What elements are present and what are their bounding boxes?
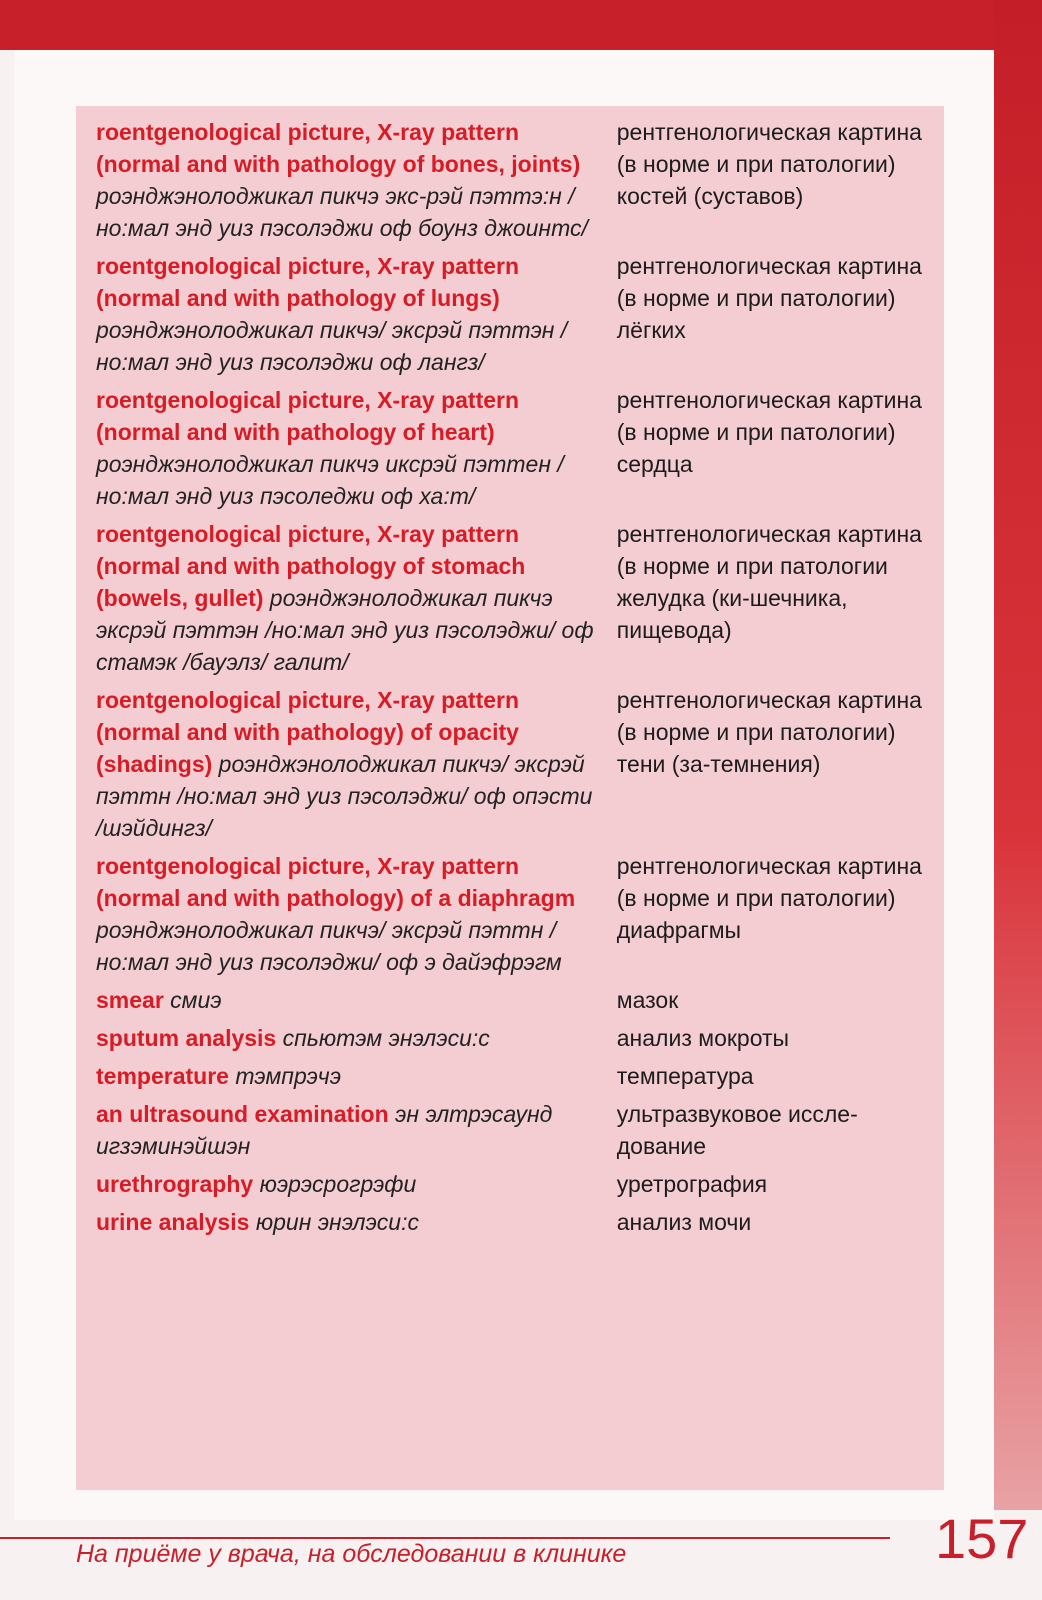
russian-translation: уретрография [616,1171,768,1197]
russian-translation: рентгенологическая картина (в норме и при патологии) лёгких [616,253,922,343]
russian-translation: рентгенологическая картина (в норме и при патологии) диафрагмы [616,853,922,943]
english-term: smear [96,987,164,1013]
term-cell [96,518,595,678]
glossary-entry [96,1022,926,1054]
glossary-entry [96,384,926,512]
english-term: sputum analysis [96,1025,277,1051]
running-footer: На приёме у врача, на обследовании в клинике [76,1540,627,1568]
russian-translation: рентгенологическая картина (в норме и при патологии желудка (ки-шечника, пищевода) [616,521,922,643]
glossary-entry [96,116,926,244]
russian-translation: температура [616,1063,754,1089]
transcription: спьютэм энэлэси:с [282,1025,490,1051]
right-color-band [994,0,1042,1510]
glossary-entry [96,1060,926,1092]
transcription: роэнджэнолоджикал пикчэ иксрэй пэттен /но:мал энд уиз пэсоледжи оф ха:т/ [96,451,564,509]
english-term: roentgenological picture, X-ray pattern (normal and with pathology of stomach (bowels, gullet) [96,521,526,611]
transcription: юрин энэлэси:с [255,1209,419,1235]
english-term: roentgenological picture, X-ray pattern (normal and with pathology) of a diaphragm [96,853,576,911]
term-cell [96,1060,595,1092]
english-term: roentgenological picture, X-ray pattern (normal and with pathology of heart) [96,387,520,445]
footer-rule [0,1537,890,1539]
term-cell [96,116,595,244]
term-cell [96,984,595,1016]
russian-translation: анализ мочи [616,1209,752,1235]
transcription: роэнджэнолоджикал пикчэ экс-рэй пэттэ:н /но:мал энд уиз пэсолэджи оф боунз джоинтс/ [96,183,588,241]
term-cell [96,1168,595,1200]
glossary-entry [96,1206,926,1238]
page-number: 157 [935,1507,1029,1570]
term-cell [96,1022,595,1054]
glossary-entry [96,684,926,844]
glossary-entry [96,1168,926,1200]
transcription: роэнджэнолоджикал пикчэ/ экcрэй пэттн /но:мал энд уиз пэсолэджи/ оф э дайэфрэгм [96,917,562,975]
glossary-entry [96,250,926,378]
russian-translation: рентгенологическая картина (в норме и при патологии) тени (за-темнения) [616,687,922,777]
glossary-entry [96,518,926,678]
russian-translation: рентгенологическая картина (в норме и при патологии) костей (суставов) [616,119,922,209]
glossary-list [96,116,926,1244]
glossary-entry [96,984,926,1016]
english-term: an ultrasound examination [96,1101,389,1127]
transcription: роэнджэнолоджикал пикчэ экcрэй пэттэн /но:мал энд уиз пэсолэджи/ оф стамэк /бауэлз/ галит/ [96,585,594,675]
english-term: urethrography [96,1171,254,1197]
glossary-entry [96,1098,926,1162]
russian-translation: анализ мокроты [616,1025,790,1051]
english-term: roentgenological picture, X-ray pattern (normal and with pathology of lungs) [96,253,520,311]
russian-translation: мазок [616,987,679,1013]
term-cell [96,1206,595,1238]
transcription: смиэ [170,987,222,1013]
transcription: юэрэсрогрэфи [259,1171,417,1197]
term-cell [96,384,595,512]
english-term: roentgenological picture, X-ray pattern (normal and with pathology) of opacity (shadings) [96,687,520,777]
top-color-band [0,0,1042,50]
term-cell [96,250,595,378]
english-term: roentgenological picture, X-ray pattern (normal and with pathology of bones, joints) [96,119,581,177]
term-cell [96,1098,595,1162]
term-cell [96,850,595,978]
term-cell [96,684,595,844]
english-term: urine analysis [96,1209,250,1235]
english-term: temperature [96,1063,229,1089]
transcription: тэмпрэчэ [235,1063,342,1089]
transcription: роэнджэнолоджикал пикчэ/ экcрэй пэттн /но:мал энд уиз пэсолэджи/ оф опэсти /шэйдингз/ [96,751,593,841]
glossary-entry [96,850,926,978]
transcription: роэнджэнолоджикал пикчэ/ экcрэй пэттэн /но:мал энд уиз пэсолэджи оф лангз/ [96,317,568,375]
transcription: эн элтрэсаунд игзэминэйшэн [96,1101,553,1159]
russian-translation: ультразвуковое иссле-дование [616,1101,858,1159]
russian-translation: рентгенологическая картина (в норме и при патологии) сердца [616,387,922,477]
